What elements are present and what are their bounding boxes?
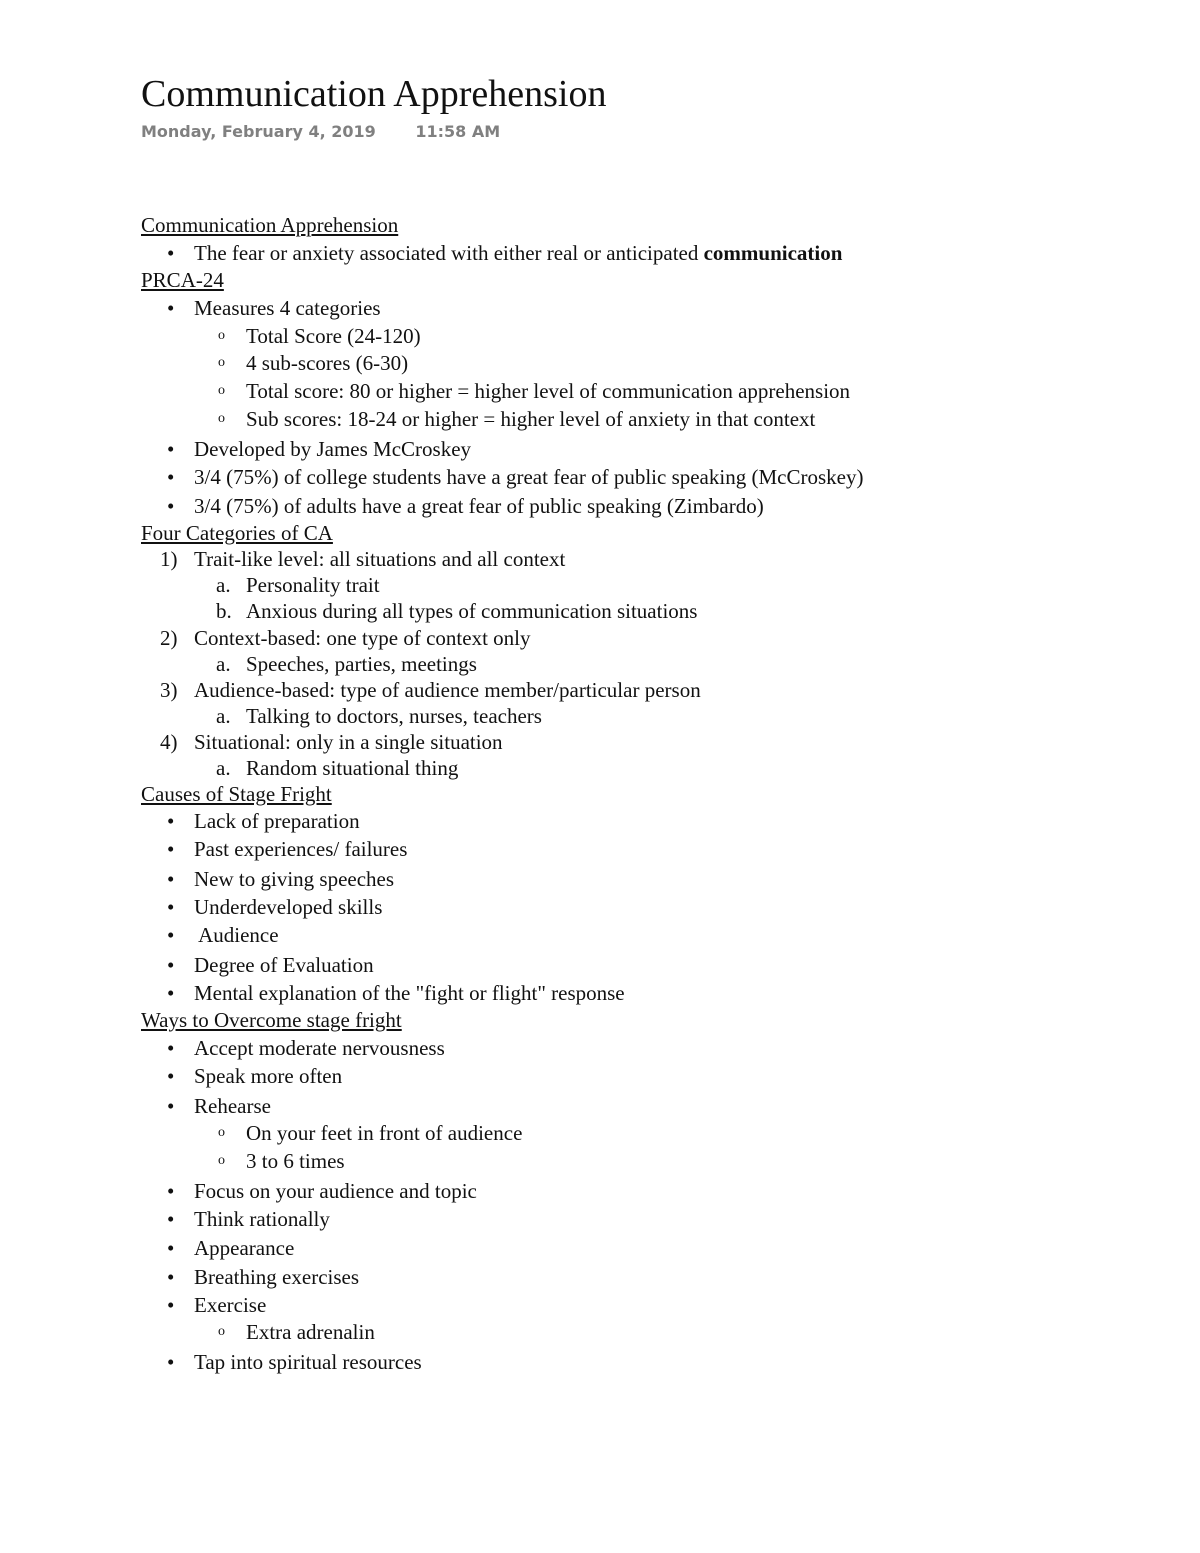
list-item-text: Audience-based: type of audience member/particular person <box>194 678 701 702</box>
list-item <box>167 1207 330 1231</box>
list-item <box>167 837 408 861</box>
list-item <box>167 981 625 1005</box>
lettered-item <box>216 573 380 597</box>
numbered-item <box>160 547 566 571</box>
number-marker: 3) <box>160 678 178 702</box>
sub-bullet-marker: o <box>218 411 225 426</box>
list-subitem <box>218 351 409 375</box>
list-item <box>167 1094 271 1118</box>
list-item-text: On your feet in front of audience <box>246 1121 523 1145</box>
letter-marker: a. <box>216 756 231 780</box>
bullet-marker: • <box>167 981 175 1005</box>
list-item-text: 3 to 6 times <box>246 1149 345 1173</box>
list-item <box>167 1293 267 1317</box>
list-item-text: Rehearse <box>194 1094 271 1118</box>
list-item-text: Context-based: one type of context only <box>194 626 531 650</box>
bullet-marker: • <box>167 895 175 919</box>
bullet-marker: • <box>167 241 175 265</box>
list-item <box>167 465 864 489</box>
list-item-text: 4 sub-scores (6-30) <box>246 351 409 375</box>
sub-bullet-marker: o <box>218 1125 225 1140</box>
bullet-marker: • <box>167 1179 175 1203</box>
list-item-text: Tap into spiritual resources <box>194 1350 422 1374</box>
list-subitem <box>218 1121 523 1145</box>
list-item-text: Focus on your audience and topic <box>194 1179 477 1203</box>
letter-marker: a. <box>216 704 231 728</box>
list-item-text: Lack of preparation <box>194 809 360 833</box>
list-item <box>167 1265 360 1289</box>
sub-bullet-marker: o <box>218 1324 225 1339</box>
list-item-text: New to giving speeches <box>194 867 395 891</box>
sub-bullet-marker: o <box>218 328 225 343</box>
note-timestamp <box>141 122 500 141</box>
bullet-marker: • <box>167 837 175 861</box>
list-item-text: Accept moderate nervousness <box>194 1036 445 1060</box>
bullet-marker: • <box>167 1094 175 1118</box>
list-item <box>167 1236 295 1260</box>
list-item <box>167 867 395 891</box>
lettered-item <box>216 599 698 623</box>
sub-bullet-marker: o <box>218 383 225 398</box>
list-item-text: Audience <box>194 923 279 947</box>
list-item-text: 3/4 (75%) of college students have a great fear of public speaking (McCroskey) <box>194 465 864 489</box>
list-item <box>167 494 764 518</box>
numbered-item <box>160 626 531 650</box>
note-time: 11:58 AM <box>415 122 501 141</box>
list-item-text: Degree of Evaluation <box>194 953 374 977</box>
section-heading-four-categories: Four Categories of CA <box>141 521 333 545</box>
list-item-text: 3/4 (75%) of adults have a great fear of public speaking (Zimbardo) <box>194 494 764 518</box>
list-item <box>167 241 843 265</box>
sub-bullet-marker: o <box>218 1153 225 1168</box>
list-item-text: Sub scores: 18-24 or higher = higher level of anxiety in that context <box>246 407 816 431</box>
list-item-text: Situational: only in a single situation <box>194 730 503 754</box>
list-subitem <box>218 407 816 431</box>
bullet-marker: • <box>167 1293 175 1317</box>
section-heading-ways-to-overcome: Ways to Overcome stage fright <box>141 1008 402 1032</box>
list-item-text: Appearance <box>194 1236 295 1260</box>
definition-text: The fear or anxiety associated with either real or anticipated <box>194 241 704 265</box>
list-item-text: Measures 4 categories <box>194 296 381 320</box>
sub-bullet-marker: o <box>218 355 225 370</box>
number-marker: 1) <box>160 547 178 571</box>
lettered-item <box>216 704 542 728</box>
list-item-text: Past experiences/ failures <box>194 837 408 861</box>
letter-marker: b. <box>216 599 232 623</box>
list-item-text: Think rationally <box>194 1207 330 1231</box>
list-item-text: Extra adrenalin <box>246 1320 375 1344</box>
bullet-marker: • <box>167 465 175 489</box>
letter-marker: a. <box>216 652 231 676</box>
bullet-marker: • <box>167 1236 175 1260</box>
list-item-text: Developed by James McCroskey <box>194 437 472 461</box>
list-subitem <box>218 379 851 403</box>
list-item-text: Exercise <box>194 1293 267 1317</box>
section-heading-communication-apprehension: Communication Apprehension <box>141 213 399 237</box>
bullet-marker: • <box>167 1350 175 1374</box>
number-marker: 4) <box>160 730 178 754</box>
section-heading-prca-24: PRCA-24 <box>141 268 224 292</box>
note-date: Monday, February 4, 2019 <box>141 122 376 141</box>
bullet-marker: • <box>167 809 175 833</box>
list-item-text: Underdeveloped skills <box>194 895 383 919</box>
list-item <box>167 1036 445 1060</box>
definition-bold: communication <box>703 241 843 265</box>
list-item <box>167 1064 343 1088</box>
list-item <box>167 1350 422 1374</box>
lettered-item <box>216 652 477 676</box>
list-item-text: Total score: 80 or higher = higher level of communication apprehension <box>246 379 851 403</box>
bullet-marker: • <box>167 437 175 461</box>
list-item <box>167 296 381 320</box>
bullet-marker: • <box>167 494 175 518</box>
list-item <box>167 809 360 833</box>
list-subitem <box>218 324 421 348</box>
list-item-text: Total Score (24-120) <box>246 324 421 348</box>
list-item-text: Speak more often <box>194 1064 343 1088</box>
list-item <box>167 895 383 919</box>
list-item-text: Anxious during all types of communication situations <box>246 599 698 623</box>
list-item-text: Talking to doctors, nurses, teachers <box>246 704 542 728</box>
bullet-marker: • <box>167 1036 175 1060</box>
list-item <box>167 1179 477 1203</box>
letter-marker: a. <box>216 573 231 597</box>
list-item-text: Personality trait <box>246 573 380 597</box>
section-heading-causes-of-stage-fright: Causes of Stage Fright <box>141 782 332 806</box>
number-marker: 2) <box>160 626 178 650</box>
list-item-text: Trait-like level: all situations and all context <box>194 547 566 571</box>
lettered-item <box>216 756 459 780</box>
bullet-marker: • <box>167 296 175 320</box>
bullet-marker: • <box>167 923 175 947</box>
list-item-text: Mental explanation of the "fight or flight" response <box>194 981 625 1005</box>
list-item-text: Breathing exercises <box>194 1265 360 1289</box>
bullet-marker: • <box>167 1207 175 1231</box>
list-item <box>167 923 279 947</box>
list-item <box>167 953 374 977</box>
bullet-marker: • <box>167 867 175 891</box>
bullet-marker: • <box>167 1064 175 1088</box>
page-title: Communication Apprehension <box>141 73 607 115</box>
numbered-item <box>160 730 503 754</box>
list-item-text: Random situational thing <box>246 756 459 780</box>
bullet-marker: • <box>167 1265 175 1289</box>
list-item <box>167 437 472 461</box>
list-subitem <box>218 1320 375 1344</box>
bullet-marker: • <box>167 953 175 977</box>
list-subitem <box>218 1149 345 1173</box>
list-item-text: Speeches, parties, meetings <box>246 652 477 676</box>
numbered-item <box>160 678 701 702</box>
